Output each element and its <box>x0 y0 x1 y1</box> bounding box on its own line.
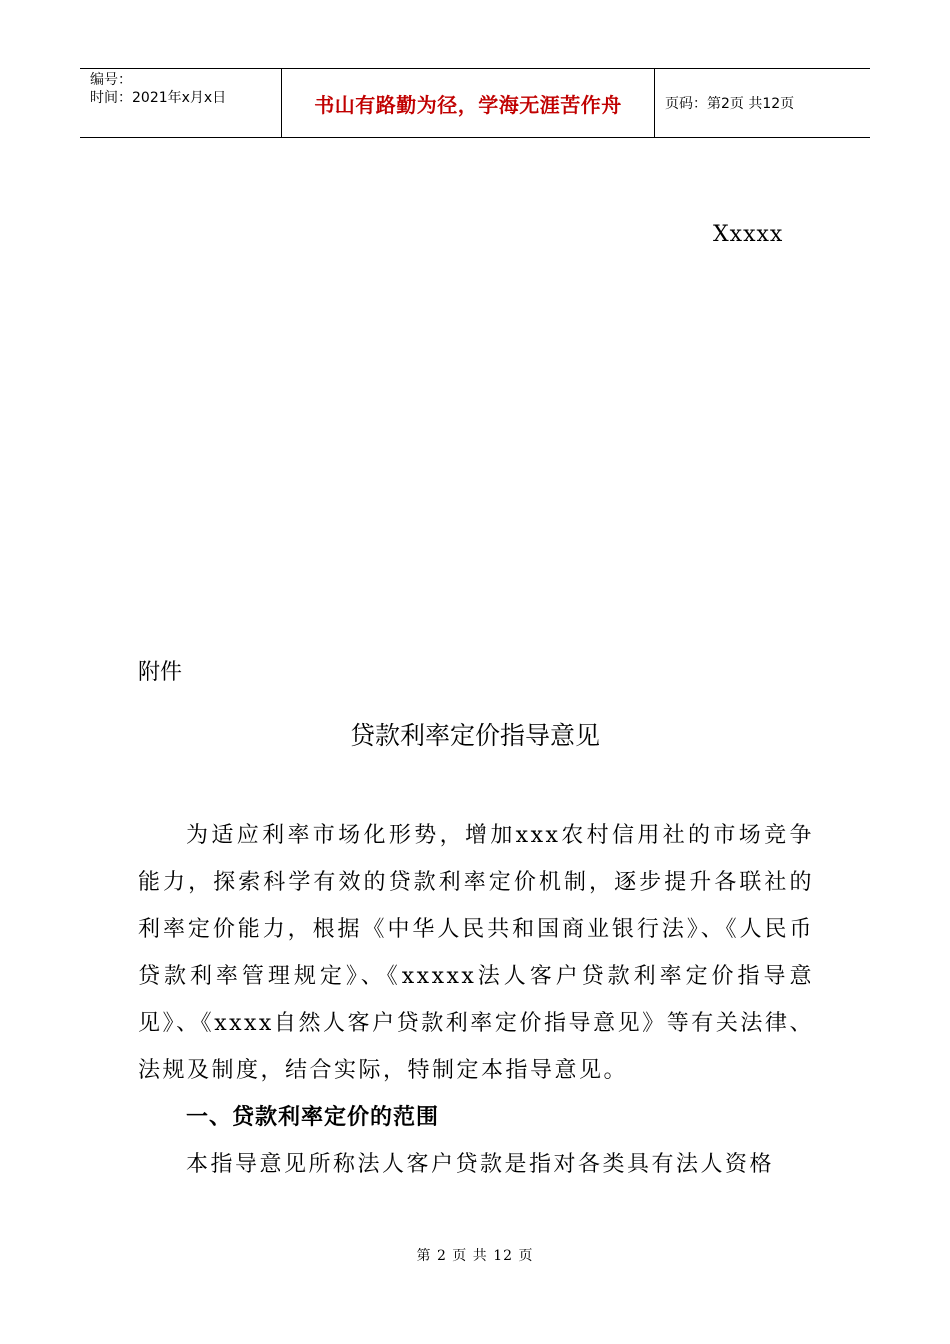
header-meta-cell <box>80 69 282 137</box>
header-table <box>80 68 870 138</box>
section-paragraph: 本指导意见所称法人客户贷款是指对各类具有法人资格 <box>186 1152 775 1177</box>
document-title: 贷款利率定价指导意见 <box>349 721 600 750</box>
document-date: 时间：2021年x月x日 <box>90 90 227 106</box>
attachment-label: 附件 <box>138 660 183 685</box>
section-heading: 一、贷款利率定价的范围 <box>186 1105 440 1130</box>
intro-paragraph: 为适应利率市场化形势，增加xxx农村信用社的市场竞争能力，探索科学有效的贷款利率定价机制，逐步提升各联社的利率定价能力，根据《中华人民共和国商业银行法》、《人民币贷款利率管理规定》、《xxxxx法人客户贷款利率定价指导意见》、《xxxx自然人客户贷款利率定价指导意见》等有关法律、法规及制度，结合实际，特制定本指导意见。 <box>138 823 814 1083</box>
document-body <box>138 812 814 1188</box>
header-page-info: 页码：第2页 共12页 <box>665 96 795 112</box>
page-footer: 第 2 页 共 12 页 <box>416 1248 534 1264</box>
signature-text: Xxxxx <box>713 222 784 247</box>
header-motto: 书山有路勤为径，学海无涯苦作舟 <box>282 69 655 137</box>
document-number-label: 编号： <box>90 72 132 88</box>
